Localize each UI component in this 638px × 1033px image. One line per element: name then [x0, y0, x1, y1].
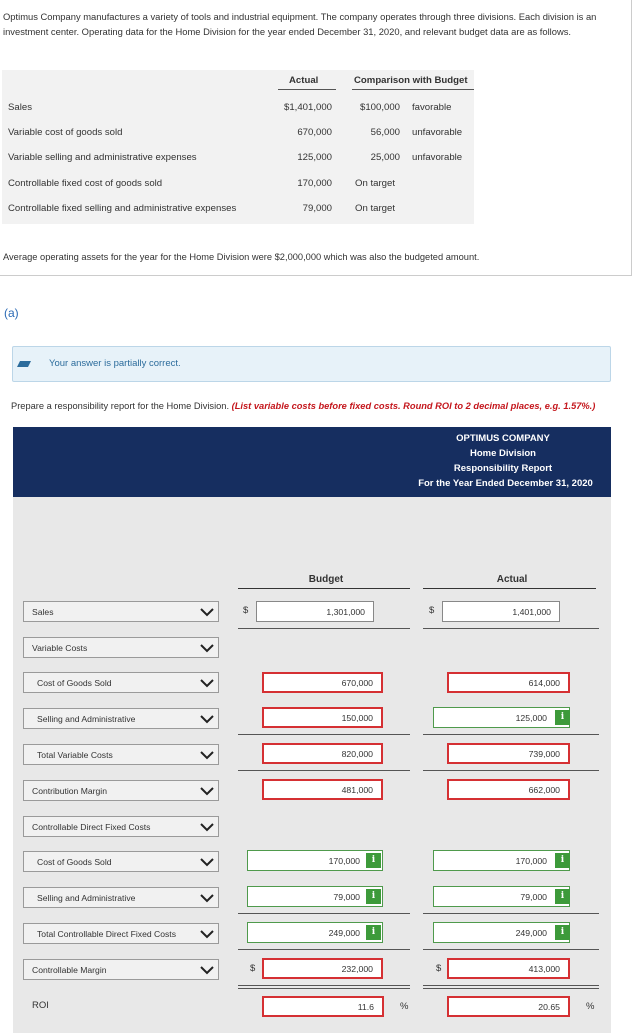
problem-statement — [0, 0, 632, 276]
percent-symbol: % — [586, 1001, 595, 1012]
line-item-dropdown-contribution-margin[interactable]: Contribution Margin — [23, 780, 219, 801]
row-actual: $1,401,000 — [283, 102, 332, 113]
currency-symbol: $ — [429, 605, 435, 616]
chevron-down-icon — [199, 964, 215, 976]
info-icon[interactable]: i — [366, 889, 381, 904]
line-item-dropdown-fixed-sa[interactable]: Selling and Administrative — [23, 887, 219, 908]
row-actual: 125,000 — [297, 152, 332, 163]
feedback-text: Your answer is partially correct. — [49, 358, 181, 369]
row-label: Controllable fixed selling and administrative expenses — [8, 203, 237, 214]
row-label: Variable cost of goods sold — [8, 127, 123, 138]
info-icon[interactable]: i — [555, 889, 570, 904]
info-icon[interactable]: i — [555, 853, 570, 868]
chevron-down-icon — [199, 606, 215, 618]
row-label: Variable selling and administrative expenses — [8, 152, 197, 163]
chevron-down-icon — [199, 713, 215, 725]
line-item-dropdown-total-fixed[interactable]: Total Controllable Direct Fixed Costs — [23, 923, 219, 944]
chevron-down-icon — [199, 821, 215, 833]
pencil-icon — [17, 361, 31, 367]
row-status: On target — [355, 178, 395, 189]
row-actual: 670,000 — [297, 127, 332, 138]
budget-total-fixed-input[interactable]: 249,000 — [247, 922, 383, 943]
part-label: (a) — [4, 306, 19, 320]
column-header-budget: Budget — [308, 574, 344, 585]
actual-fixed-sa-input[interactable]: 79,000 — [433, 886, 570, 907]
chevron-down-icon — [199, 785, 215, 797]
info-icon[interactable]: i — [366, 853, 381, 868]
report-title: Responsibility Report — [453, 463, 553, 474]
line-item-dropdown-sales[interactable]: Sales — [23, 601, 219, 622]
budget-var-sa-input[interactable]: 150,000 — [262, 707, 383, 728]
instructions — [11, 401, 595, 411]
budget-roi-input[interactable]: 11.6 — [262, 996, 384, 1017]
instructions-note: (List variable costs before fixed costs. Round ROI to 2 decimal places, e.g. 1.57%.) — [231, 401, 596, 411]
budget-total-var-input[interactable]: 820,000 — [262, 743, 383, 764]
currency-symbol: $ — [250, 963, 256, 974]
row-status: On target — [355, 203, 395, 214]
roi-label: ROI — [32, 1000, 49, 1011]
report-period: For the Year Ended December 31, 2020 — [418, 478, 593, 489]
currency-symbol: $ — [243, 605, 249, 616]
row-comparison: 25,000 — [370, 152, 400, 163]
report-division: Home Division — [470, 448, 536, 459]
row-actual: 79,000 — [302, 203, 332, 214]
budget-controllable-margin-input[interactable]: 232,000 — [262, 958, 383, 979]
average-assets-note: Average operating assets for the year for the Home Division were $2,000,000 which was also the budgeted amount. — [3, 252, 480, 262]
actual-var-cogs-input[interactable]: 614,000 — [447, 672, 570, 693]
actual-roi-input[interactable]: 20.65 — [447, 996, 570, 1017]
chevron-down-icon — [199, 749, 215, 761]
budget-fixed-cogs-input[interactable]: 170,000 — [247, 850, 383, 871]
actual-fixed-cogs-input[interactable]: 170,000 — [433, 850, 570, 871]
line-item-dropdown-var-cogs[interactable]: Cost of Goods Sold — [23, 672, 219, 693]
column-header-actual: Actual — [496, 574, 528, 585]
row-status: unfavorable — [412, 127, 463, 138]
budget-contribution-input[interactable]: 481,000 — [262, 779, 383, 800]
budget-fixed-sa-input[interactable]: 79,000 — [247, 886, 383, 907]
actual-controllable-margin-input[interactable]: 413,000 — [447, 958, 570, 979]
row-comparison: 56,000 — [370, 127, 400, 138]
line-item-dropdown-var-sa[interactable]: Selling and Administrative — [23, 708, 219, 729]
chevron-down-icon — [199, 928, 215, 940]
row-status: unfavorable — [412, 152, 463, 163]
row-status: favorable — [412, 102, 452, 113]
instructions-text: Prepare a responsibility report for the Home Division. — [11, 401, 232, 411]
row-actual: 170,000 — [297, 178, 332, 189]
chevron-down-icon — [199, 642, 215, 654]
line-item-dropdown-controllable-fixed[interactable]: Controllable Direct Fixed Costs — [23, 816, 219, 837]
line-item-dropdown-total-var[interactable]: Total Variable Costs — [23, 744, 219, 765]
actual-sales-input[interactable]: 1,401,000 — [442, 601, 560, 622]
report-company: OPTIMUS COMPANY — [456, 433, 550, 444]
row-comparison: $100,000 — [359, 102, 400, 113]
info-icon[interactable]: i — [366, 925, 381, 940]
problem-intro: Optimus Company manufactures a variety of tools and industrial equipment. The company operates through three divisions. Each division is an investment center. Operating data for the Home Division for the year ended December 31, 2020, and relevant budget data are as follows. — [3, 11, 597, 37]
actual-var-sa-input[interactable]: 125,000 — [433, 707, 570, 728]
line-item-dropdown-controllable-margin[interactable]: Controllable Margin — [23, 959, 219, 980]
row-label: Controllable fixed cost of goods sold — [8, 178, 163, 189]
actual-total-var-input[interactable]: 739,000 — [447, 743, 570, 764]
chevron-down-icon — [199, 677, 215, 689]
report-header — [13, 427, 611, 497]
row-label: Sales — [8, 102, 32, 113]
info-icon[interactable]: i — [555, 925, 570, 940]
info-icon[interactable]: i — [555, 710, 570, 725]
chevron-down-icon — [199, 856, 215, 868]
actual-header: Actual — [289, 75, 319, 86]
line-item-dropdown-fixed-cogs[interactable]: Cost of Goods Sold — [23, 851, 219, 872]
currency-symbol: $ — [436, 963, 442, 974]
actual-contribution-input[interactable]: 662,000 — [447, 779, 570, 800]
chevron-down-icon — [199, 892, 215, 904]
operating-data-table — [2, 70, 474, 224]
comparison-header: Comparison with Budget — [354, 75, 468, 86]
percent-symbol: % — [400, 1001, 409, 1012]
budget-sales-input[interactable]: 1,301,000 — [256, 601, 374, 622]
actual-total-fixed-input[interactable]: 249,000 — [433, 922, 570, 943]
budget-var-cogs-input[interactable]: 670,000 — [262, 672, 383, 693]
line-item-dropdown-variable-costs[interactable]: Variable Costs — [23, 637, 219, 658]
